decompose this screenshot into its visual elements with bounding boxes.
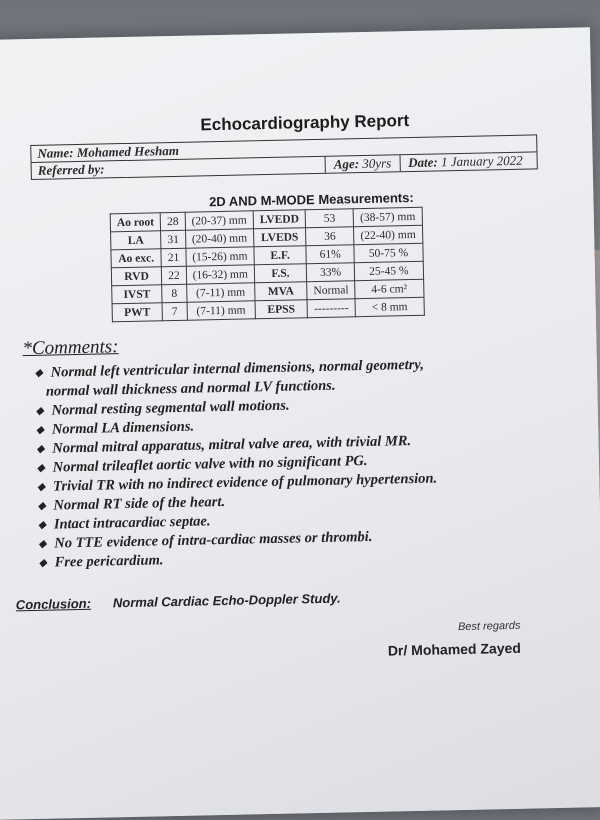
measurement-range: 4-6 cm²: [355, 279, 424, 298]
measurement-label: LA: [111, 231, 162, 250]
diamond-bullet-icon: ◆: [36, 443, 45, 455]
age-label: Age:: [333, 156, 360, 172]
measurement-value: 31: [161, 230, 186, 249]
measurement-value: 21: [161, 248, 186, 267]
measurement-range: (38-57) mm: [353, 207, 422, 226]
date-field: [399, 152, 531, 171]
comment-text: Trivial TR with no indirect evidence of pulmonary hypertension.: [52, 470, 438, 495]
comment-text: Normal mitral apparatus, mitral valve area, with trivial MR.: [52, 433, 412, 457]
diamond-bullet-icon: ◆: [35, 405, 44, 417]
date-label: Date:: [408, 154, 438, 171]
measurement-value: 8: [162, 284, 187, 303]
measurement-value: 22: [161, 266, 186, 285]
report-paper: [0, 27, 600, 820]
comment-text: Normal RT side of the heart.: [53, 493, 226, 514]
diamond-bullet-icon: ◆: [38, 519, 46, 531]
measurement-label: MVA: [255, 282, 308, 301]
measurement-label: F.S.: [254, 264, 307, 283]
diamond-bullet-icon: ◆: [36, 424, 45, 436]
measurement-range: (15-26) mm: [186, 247, 255, 266]
diamond-bullet-icon: ◆: [37, 481, 46, 493]
doctor-name: Dr/ Mohamed Zayed: [387, 639, 522, 659]
measurements-table: [110, 207, 425, 323]
measurement-value: 28: [160, 212, 185, 231]
comments-list: [35, 353, 559, 573]
measurement-label: Ao exc.: [111, 249, 162, 268]
conclusion-text: Normal Cardiac Echo-Doppler Study.: [112, 590, 341, 611]
comment-text: Normal left ventricular internal dimensions, normal geometry,: [50, 356, 425, 381]
patient-header: [30, 134, 538, 180]
measurement-range: 50-75 %: [354, 243, 423, 262]
measurement-label: E.F.: [254, 246, 307, 265]
comment-text: Free pericardium.: [54, 552, 164, 571]
measurement-label: Ao root: [110, 213, 161, 232]
measurement-label: LVEDS: [253, 228, 306, 247]
measurement-value: 53: [305, 209, 354, 228]
measurement-label: PWT: [112, 303, 163, 322]
comment-text: Normal resting segmental wall motions.: [51, 397, 290, 419]
conclusion-label: Conclusion:: [15, 595, 92, 613]
conclusion: [16, 586, 560, 612]
measurement-range: (16-32) mm: [186, 265, 255, 284]
measurement-label: RVD: [111, 267, 162, 286]
referred-label: Referred by:: [37, 161, 105, 178]
measurement-value: 61%: [306, 245, 355, 264]
age-value: 30yrs: [362, 155, 392, 172]
date-value: 1 January 2022: [440, 152, 523, 170]
measurement-range: (7-11) mm: [187, 301, 256, 320]
comment-text: normal wall thickness and normal LV functions.: [45, 377, 336, 400]
diamond-bullet-icon: ◆: [37, 500, 46, 512]
measurement-range: (22-40) mm: [354, 225, 423, 244]
diamond-bullet-icon: ◆: [38, 538, 47, 550]
comment-text: No TTE evidence of intra-cardiac masses or thrombi.: [54, 528, 373, 552]
diamond-bullet-icon: ◆: [38, 557, 47, 569]
name-label: Name:: [37, 145, 74, 161]
diamond-bullet-icon: ◆: [34, 367, 43, 379]
comments-heading: *Comments:: [22, 336, 119, 360]
measurement-value: 7: [162, 302, 187, 321]
report-content: [15, 108, 561, 666]
measurement-value: Normal: [307, 281, 356, 300]
measurement-range: (20-37) mm: [185, 211, 254, 230]
measurement-value: ---------: [307, 299, 356, 318]
name-value: Mohamed Hesham: [76, 142, 180, 160]
measurement-label: LVEDD: [253, 210, 306, 229]
measurement-value: 33%: [306, 263, 355, 282]
report-title: Echocardiography Report: [200, 111, 410, 135]
comment-text: Normal trileaflet aortic valve with no significant PG.: [52, 452, 368, 476]
measurement-range: (7-11) mm: [186, 283, 255, 302]
measurement-range: 25-45 %: [355, 261, 424, 280]
measurement-value: 36: [306, 227, 355, 246]
measurement-range: (20-40) mm: [185, 229, 254, 248]
diamond-bullet-icon: [35, 383, 38, 402]
comment-text: Normal LA dimensions.: [51, 418, 195, 438]
measurement-range: < 8 mm: [355, 297, 424, 316]
comment-text: Intact intracardiac septae.: [53, 513, 211, 533]
measurements-title: 2D AND M-MODE Measurements:: [208, 189, 414, 210]
diamond-bullet-icon: ◆: [36, 462, 45, 474]
best-regards: Best regards: [457, 619, 521, 634]
age-field: [325, 155, 400, 173]
measurement-label: EPSS: [255, 300, 308, 319]
measurement-label: IVST: [112, 285, 163, 304]
